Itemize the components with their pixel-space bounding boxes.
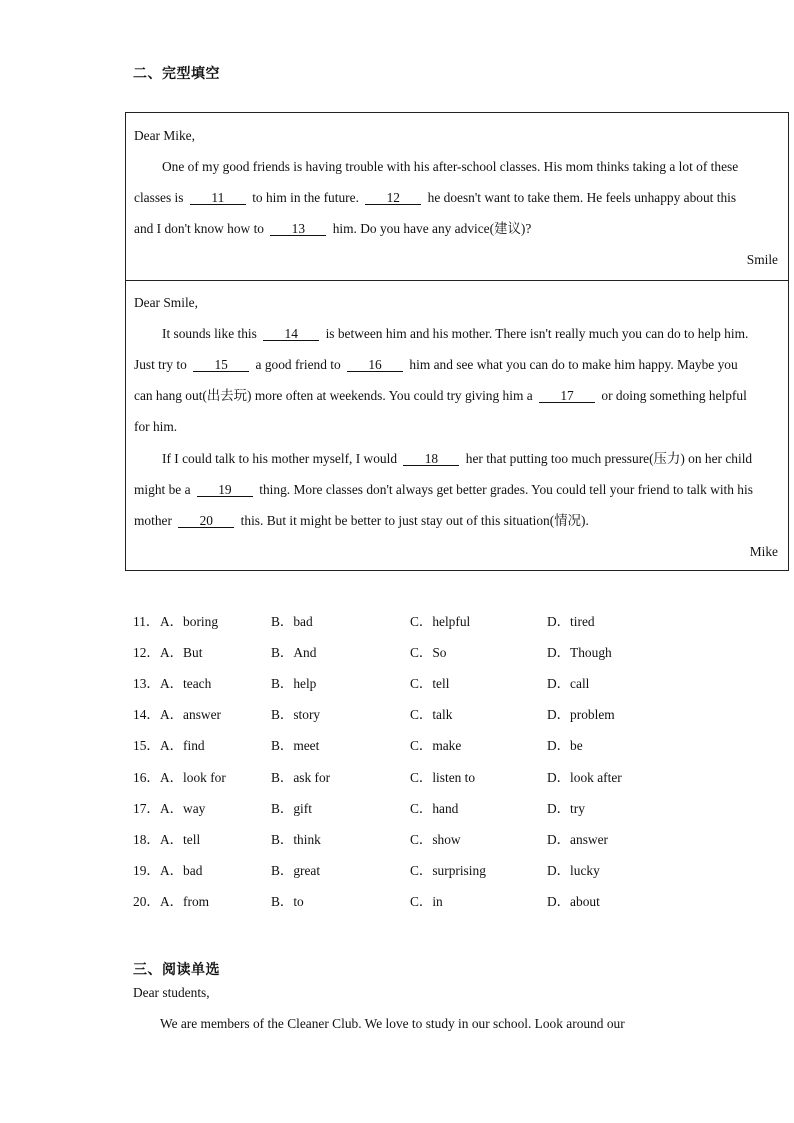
option-b[interactable]: B．And	[271, 645, 317, 661]
section-2-title: 二、完型填空	[133, 66, 220, 82]
option-a[interactable]: A．boring	[160, 614, 219, 629]
question-row	[133, 642, 693, 661]
option-a[interactable]: A．from	[160, 893, 210, 909]
letter2-signature: Mike	[749, 544, 778, 559]
option-a[interactable]: A．But	[160, 645, 203, 661]
letter2-line: If I could talk to his mother myself, I would 18 her that putting too much pressure(压力) on her child	[162, 451, 753, 466]
option-a[interactable]: A．teach	[160, 676, 212, 692]
question-number: 16．	[133, 769, 160, 785]
letter2-line: for him.	[134, 419, 178, 434]
blank-15[interactable]: 15	[193, 358, 249, 372]
question-row	[133, 891, 693, 907]
blank-18[interactable]: 18	[403, 452, 459, 466]
question-row	[133, 767, 693, 783]
option-b[interactable]: B．meet	[271, 738, 320, 754]
option-d[interactable]: D．try	[547, 800, 585, 816]
option-c[interactable]: C．talk	[410, 707, 453, 723]
option-a[interactable]: A．find	[160, 738, 205, 754]
blank-12[interactable]: 12	[365, 191, 421, 205]
option-d[interactable]: D．call	[547, 676, 590, 692]
question-row	[133, 829, 693, 845]
option-d[interactable]: D．about	[547, 893, 600, 909]
option-b[interactable]: B．help	[271, 676, 317, 692]
option-a[interactable]: A．look for	[160, 769, 226, 785]
letter1-line: One of my good friends is having trouble with his after-school classes. His mom thinks taking a lot of these	[162, 159, 739, 174]
blank-14[interactable]: 14	[263, 327, 319, 341]
option-a[interactable]: A．way	[160, 800, 206, 816]
option-c[interactable]: C．hand	[410, 800, 459, 816]
letter-divider	[126, 280, 788, 281]
letter2-greeting: Dear Smile,	[134, 295, 198, 310]
option-b[interactable]: B．to	[271, 893, 304, 909]
question-number: 12．	[133, 645, 160, 661]
blank-20[interactable]: 20	[178, 514, 234, 528]
option-c[interactable]: C．So	[410, 645, 447, 661]
question-number: 17．	[133, 800, 160, 816]
question-row	[133, 704, 693, 723]
option-d[interactable]: D．be	[547, 738, 583, 754]
letter2-line: Just try to 15 a good friend to 16 him and see what you can do to make him happy. Maybe you	[134, 357, 738, 372]
question-row	[133, 735, 693, 754]
option-b[interactable]: B．ask for	[271, 769, 331, 785]
letter1-line: classes is 11 to him in the future. 12 he doesn't want to take them. He feels unhappy about this	[134, 190, 737, 205]
letter2-line: It sounds like this 14 is between him and his mother. There isn't really much you can do to help him.	[162, 326, 749, 341]
letter2-line: might be a 19 thing. More classes don't always get better grades. You could tell your friend to talk with his	[134, 482, 753, 497]
option-b[interactable]: B．story	[271, 707, 321, 723]
option-a[interactable]: A．bad	[160, 862, 203, 878]
question-row	[133, 798, 693, 814]
blank-16[interactable]: 16	[347, 358, 403, 372]
question-row	[133, 611, 693, 627]
section-3-title: 三、阅读单选	[133, 962, 220, 978]
option-d[interactable]: D．tired	[547, 614, 595, 629]
option-c[interactable]: C．show	[410, 831, 461, 847]
blank-11[interactable]: 11	[190, 191, 246, 205]
option-d[interactable]: D．answer	[547, 831, 608, 847]
option-c[interactable]: C．listen to	[410, 769, 476, 785]
letter1-line: and I don't know how to 13 him. Do you have any advice(建议)?	[134, 221, 532, 236]
section3-line: We are members of the Cleaner Club. We love to study in our school. Look around our	[160, 1016, 625, 1031]
option-d[interactable]: D．problem	[547, 707, 615, 723]
option-d[interactable]: D．lucky	[547, 862, 600, 878]
option-b[interactable]: B．bad	[271, 614, 313, 629]
option-c[interactable]: C．helpful	[410, 614, 471, 629]
letter-box	[125, 112, 789, 571]
section3-greeting: Dear students,	[133, 985, 210, 1000]
option-d[interactable]: D．look after	[547, 769, 622, 785]
option-b[interactable]: B．think	[271, 831, 321, 847]
option-d[interactable]: D．Though	[547, 645, 612, 661]
option-a[interactable]: A．tell	[160, 831, 201, 847]
question-number: 15．	[133, 738, 160, 754]
question-row	[133, 673, 693, 692]
option-c[interactable]: C．make	[410, 738, 462, 754]
letter2-line: can hang out(出去玩) more often at weekends. You could try giving him a 17 or doing something helpful	[134, 388, 747, 403]
option-b[interactable]: B．great	[271, 862, 321, 878]
question-row	[133, 860, 693, 876]
letter1-signature: Smile	[746, 252, 778, 267]
question-number: 19．	[133, 862, 160, 878]
letter2-line: mother 20 this. But it might be better to just stay out of this situation(情况).	[134, 513, 589, 528]
option-c[interactable]: C．tell	[410, 676, 450, 692]
option-b[interactable]: B．gift	[271, 800, 312, 816]
question-number: 11．	[133, 614, 160, 629]
option-c[interactable]: C．surprising	[410, 862, 486, 878]
blank-19[interactable]: 19	[197, 483, 253, 497]
blank-13[interactable]: 13	[270, 222, 326, 236]
letter1-greeting: Dear Mike,	[134, 128, 195, 143]
question-number: 18．	[133, 831, 160, 847]
option-a[interactable]: A．answer	[160, 707, 221, 723]
question-number: 13．	[133, 676, 160, 692]
option-c[interactable]: C．in	[410, 893, 443, 909]
question-number: 14．	[133, 707, 160, 723]
question-number: 20．	[133, 893, 160, 909]
blank-17[interactable]: 17	[539, 389, 595, 403]
